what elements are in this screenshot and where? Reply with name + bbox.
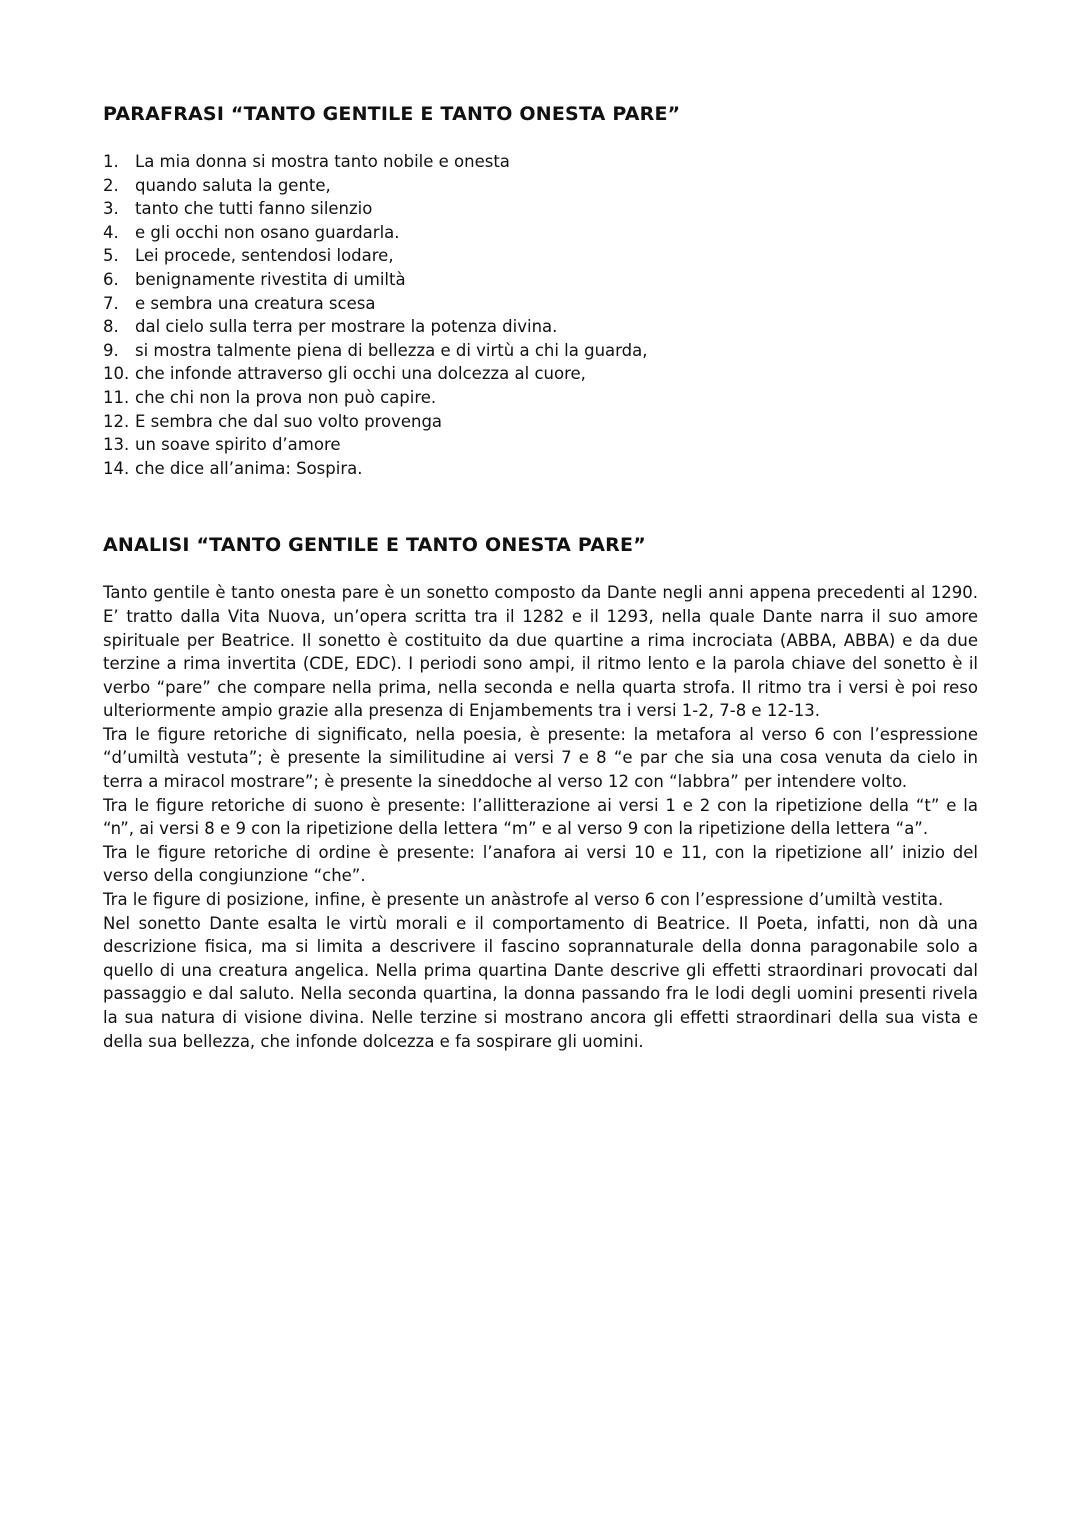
line-number: 13. (103, 435, 130, 455)
analysis-paragraph: Tra le figure retoriche di ordine è presente: l’anafora ai versi 10 e 11, con la ripetizione all’ inizio del verso della congiunzione “che”. (103, 842, 978, 886)
analysis-paragraph: Tra le figure di posizione, infine, è presente un anàstrofe al verso 6 con l’espressione d’umiltà vestita. (103, 890, 944, 910)
line-text: La mia donna si mostra tanto nobile e onesta (135, 152, 510, 171)
analysis-paragraph: Nel sonetto Dante esalta le virtù morali e il comportamento di Beatrice. Il Poeta, infatti, non dà una descrizione fisica, ma si limita a descrivere il fascino soprannaturale della donna paragonabile solo a quello di una creatura angelica. Nella prima quartina Dante descrive gli effetti straordinari provocati dal passaggio e dal saluto. Nella seconda quartina, la donna passando fra le lodi degli uomini presenti rivela la sua natura di visione divina. Nelle terzine si mostrano ancora gli effetti straordinari della sua vista e della sua bellezza, che infonde dolcezza e fa sospirare gli uomini. (103, 913, 978, 1051)
list-item (103, 221, 978, 245)
line-text: dal cielo sulla terra per mostrare la potenza divina. (135, 317, 558, 337)
list-item (103, 244, 978, 268)
line-number: 5. (103, 246, 119, 266)
line-text: che infonde attraverso gli occhi una dolcezza al cuore, (135, 364, 586, 384)
analysis-paragraph: Tra le figure retoriche di significato, nella poesia, è presente: la metafora al verso 6 con l’espressione “d’umiltà vestuta”; è presente la similitudine ai versi 7 e 8 “e par che sia una cosa venuta da cielo in terra a miracol mostrare”; è presente la sineddoche al verso 12 con “labbra” per intendere volto. (103, 724, 978, 792)
list-item (103, 292, 978, 316)
line-text: si mostra talmente piena di bellezza e di virtù a chi la guarda, (135, 340, 648, 360)
line-number: 2. (103, 175, 119, 195)
list-item (103, 150, 978, 174)
list-item (103, 315, 978, 339)
list-item (103, 174, 978, 198)
line-text: un soave spirito d’amore (135, 435, 341, 455)
document-page (103, 100, 978, 1053)
line-text: e sembra una creatura scesa (135, 293, 376, 313)
analysis-paragraph: Tanto gentile è tanto onesta pare è un sonetto composto da Dante negli anni appena precedenti al 1290. E’ tratto dalla Vita Nuova, un’opera scritta tra il 1282 e il 1293, nella quale Dante narra il suo amore spirituale per Beatrice. Il sonetto è costituito da due quartine a rima incrociata (ABBA, ABBA) e da due terzine a rima invertita (CDE, EDC). I periodi sono ampi, il ritmo lento e la parola chiave del sonetto è il verbo “pare” che compare nella prima, nella seconda e nella quarta strofa. Il ritmo tra i versi è poi reso ulteriormente ampio grazie alla presenza di Enjambements tra i versi 1-2, 7-8 e 12-13. (103, 583, 978, 721)
list-item (103, 268, 978, 292)
analysis-body (103, 581, 978, 1053)
line-number: 4. (103, 222, 119, 242)
analysis-paragraph: Tra le figure retoriche di suono è presente: l’allitterazione ai versi 1 e 2 con la ripetizione della “t” e la “n”, ai versi 8 e 9 con la ripetizione della lettera “m” e al verso 9 con la ripetizione della lettera “a”. (103, 795, 978, 839)
line-number: 14. (103, 458, 130, 478)
line-text: benignamente rivestita di umiltà (135, 269, 406, 289)
list-item (103, 457, 978, 481)
line-text: che chi non la prova non può capire. (135, 387, 437, 407)
list-item (103, 433, 978, 457)
line-number: 3. (103, 199, 119, 219)
line-number: 7. (103, 293, 119, 313)
line-number: 9. (103, 340, 119, 360)
analysis-title: ANALISI “TANTO GENTILE E TANTO ONESTA PARE” (103, 534, 646, 557)
line-text: che dice all’anima: Sospira. (135, 458, 363, 478)
line-text: Lei procede, sentendosi lodare, (135, 246, 394, 266)
list-item (103, 339, 978, 363)
list-item (103, 197, 978, 221)
paraphrase-list (103, 150, 978, 480)
list-item (103, 362, 978, 386)
line-number: 8. (103, 317, 119, 337)
list-item (103, 386, 978, 410)
list-item (103, 410, 978, 434)
line-number: 1. (103, 152, 119, 171)
line-number: 10. (103, 364, 130, 384)
line-text: E sembra che dal suo volto provenga (135, 411, 443, 431)
line-text: tanto che tutti fanno silenzio (135, 199, 373, 219)
line-number: 11. (103, 387, 130, 407)
line-number: 6. (103, 269, 119, 289)
line-number: 12. (103, 411, 130, 431)
line-text: e gli occhi non osano guardarla. (135, 222, 400, 242)
line-text: quando saluta la gente, (135, 175, 331, 195)
paraphrase-title: PARAFRASI “TANTO GENTILE E TANTO ONESTA PARE” (103, 103, 681, 125)
